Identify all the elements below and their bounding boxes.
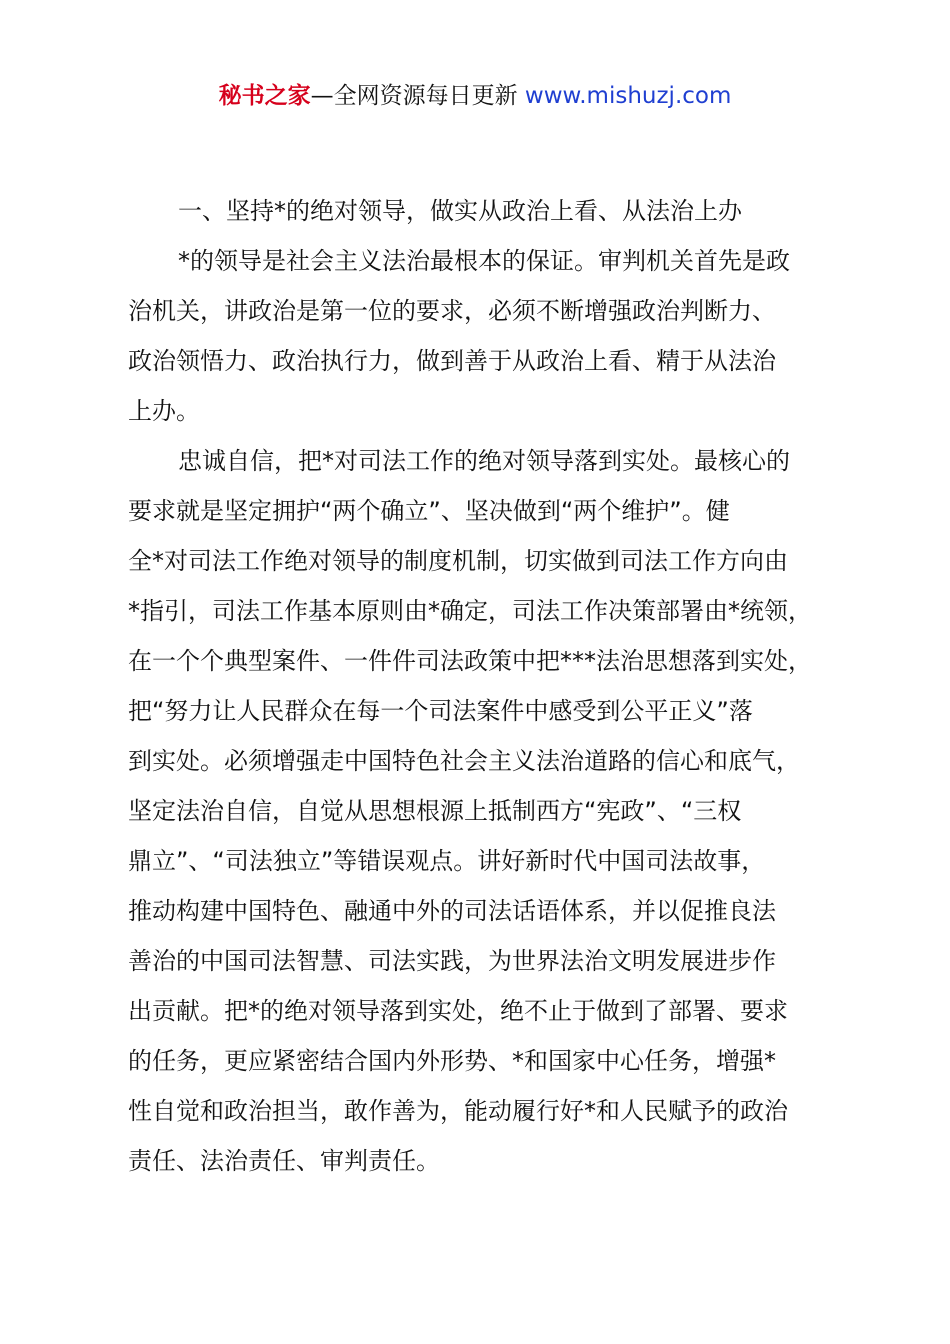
section-heading: 一、坚持*的绝对领导，做实从政治上看、从法治上办: [178, 197, 742, 225]
paragraph-line: 善治的中国司法智慧、司法实践，为世界法治文明发展进步作: [128, 947, 776, 975]
paragraph-line: 把“努力让人民群众在每一个司法案件中感受到公平正义”落: [128, 697, 753, 725]
paragraph-line: 责任、法治责任、审判责任。: [128, 1147, 440, 1175]
paragraph-line: 推动构建中国特色、融通中外的司法话语体系，并以促推良法: [128, 897, 776, 925]
paragraph-line: 出贡献。把*的绝对领导落到实处，绝不止于做到了部署、要求: [128, 997, 788, 1025]
paragraph-line: 上办。: [128, 397, 200, 425]
paragraph-line: 到实处。必须增强走中国特色社会主义法治道路的信心和底气，: [128, 747, 800, 775]
paragraph-line: 在一个个典型案件、一件件司法政策中把***法治思想落到实处，: [128, 647, 812, 675]
paragraph-line: 治机关，讲政治是第一位的要求，必须不断增强政治判断力、: [128, 297, 776, 325]
site-url-link[interactable]: www.mishuzj.com: [524, 83, 732, 109]
paragraph-line: *指引，司法工作基本原则由*确定，司法工作决策部署由*统领，: [128, 597, 812, 625]
paragraph-line: 鼎立”、“司法独立”等错误观点。讲好新时代中国司法故事，: [128, 847, 766, 875]
site-tagline: —全网资源每日更新: [310, 83, 518, 109]
document-body: [128, 186, 834, 1186]
paragraph-line: 性自觉和政治担当，敢作善为，能动履行好*和人民赋予的政治: [128, 1097, 788, 1125]
paragraph-line: 的任务，更应紧密结合国内外形势、*和国家中心任务，增强*: [128, 1047, 776, 1075]
site-brand: 秘书之家: [218, 83, 311, 109]
paragraph-line: *的领导是社会主义法治最根本的保证。审判机关首先是政: [178, 247, 790, 275]
paragraph-line: 全*对司法工作绝对领导的制度机制，切实做到司法工作方向由: [128, 547, 788, 575]
paragraph-line: 要求就是坚定拥护“两个确立”、坚决做到“两个维护”。健: [128, 497, 730, 525]
site-header: [0, 80, 950, 112]
paragraph-line: 忠诚自信，把*对司法工作的绝对领导落到实处。最核心的: [178, 447, 790, 475]
paragraph-line: 政治领悟力、政治执行力，做到善于从政治上看、精于从法治: [128, 347, 776, 375]
paragraph-line: 坚定法治自信，自觉从思想根源上抵制西方“宪政”、“三权: [128, 797, 742, 825]
